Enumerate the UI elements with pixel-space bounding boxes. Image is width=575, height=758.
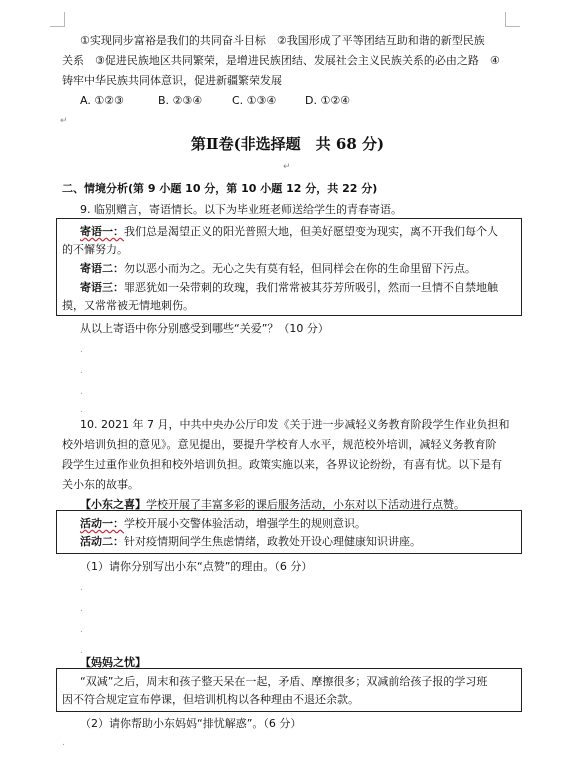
answer-blank-line[interactable]: .	[62, 738, 65, 748]
section-2-heading: 二、情境分析(第 9 小题 10 分，第 10 小题 12 分，共 22 分)	[62, 182, 378, 195]
q10-activity-2-label: 活动二：	[80, 535, 124, 548]
q10-activity-1-label: 活动一：	[80, 517, 124, 530]
answer-blank-line[interactable]: .	[80, 405, 83, 415]
answer-blank-line[interactable]: .	[80, 345, 83, 355]
q8-option-b[interactable]: B. ②③④	[158, 94, 203, 107]
q10-joy-text: 学校开展了丰富多彩的课后服务活动，小东对以下活动进行点赞。	[146, 498, 465, 511]
q10-line-3: 段学生过重作业负担和校外培训负担。政策实施以来，各界议论纷纷，有喜有忧。以下是有	[62, 458, 502, 471]
page-corner-mark-left	[50, 12, 65, 27]
q10-activity-1	[80, 517, 366, 531]
q10-line-2: 校外培训负担的意见》。意见提出，要提升学校育人水平，规范校外培训，减轻义务教育阶	[62, 438, 497, 451]
q8-statement-line-2: 关系 ③促进民族地区共同繁荣，是增进民族团结、发展社会主义民族关系的必由之路 ④	[62, 54, 500, 67]
q10-activity-2	[80, 535, 421, 549]
q10-joy-title: 【小东之喜】	[80, 498, 146, 511]
answer-blank-line[interactable]: .	[80, 625, 83, 635]
q9-message-1-line-2: 的不懈努力。	[62, 243, 128, 256]
q8-option-c[interactable]: C. ①③④	[232, 94, 277, 107]
part-2-title: 第Ⅱ卷(非选择题 共 68 分)	[190, 135, 385, 153]
q9-message-2-text: 勿以恶小而为之。无心之失有莫有轻，但同样会在你的生命里留下污点。	[124, 262, 476, 275]
paragraph-mark: ↵	[60, 116, 68, 126]
answer-blank-line[interactable]: .	[80, 583, 83, 593]
paragraph-mark: ↵	[283, 162, 291, 172]
q9-question: 从以上寄语中你分别感受到哪些“关爱”？（10 分）	[80, 322, 329, 335]
answer-blank-line[interactable]: .	[80, 387, 83, 397]
q10-line-1: 10. 2021 年 7 月，中共中央办公厅印发《关于进一步减轻义务教育阶段学生作业负担和	[80, 418, 510, 431]
q9-message-3-line-2: 摸，又常常被无情地刺伤。	[62, 299, 194, 312]
q9-message-3-label: 寄语三：	[80, 281, 124, 294]
answer-blank-line[interactable]: .	[80, 646, 83, 656]
q9-message-2-label: 寄语二：	[80, 262, 124, 275]
q8-option-a[interactable]: A. ①②③	[80, 94, 124, 107]
q9-message-1-line-1	[80, 225, 498, 239]
q9-message-3-text: 罪恶犹如一朵带刺的玫瑰，我们常常被其芬芳所吸引，然而一旦情不自禁地触	[124, 281, 498, 294]
answer-blank-line[interactable]: .	[80, 604, 83, 614]
answer-blank-line[interactable]: .	[80, 366, 83, 376]
q10-activity-1-text: 学校开展小交警体验活动，增强学生的规则意识。	[124, 517, 366, 530]
q10-worry-title: 【妈妈之忧】	[80, 656, 146, 669]
q10-sub-question-2: （2）请你帮助小东妈妈“排忧解惑”。（6 分）	[80, 717, 302, 730]
q10-line-4: 关小东的故事。	[62, 478, 139, 491]
q9-intro: 9. 临别赠言，寄语情长。以下为毕业班老师送给学生的青春寄语。	[80, 203, 402, 216]
q10-worry-line-1: “双减”之后，周末和孩子整天呆在一起，矛盾、摩擦很多；双减前给孩子报的学习班	[80, 675, 488, 688]
q9-message-1-label: 寄语一：	[80, 225, 124, 238]
q9-message-2-line-1	[80, 262, 476, 276]
q8-statement-line-3: 铸牢中华民族共同体意识，促进新疆繁荣发展	[62, 74, 282, 87]
q10-activity-2-text: 针对疫情期间学生焦虑情绪，政教处开设心理健康知识讲座。	[124, 535, 421, 548]
q10-sub-question-1: （1）请你分别写出小东“点赞”的理由。（6 分）	[80, 560, 313, 573]
q10-worry-line-2: 因不符合规定宣布停课，但培训机构以各种理由不退还余款。	[62, 693, 359, 706]
q9-message-1-text: 我们总是渴望正义的阳光普照大地，但美好愿望变为现实，离不开我们每个人	[124, 225, 498, 238]
q8-statement-line-1: ①实现同步富裕是我们的共同奋斗目标 ②我国形成了平等团结互助和谐的新型民族	[80, 34, 485, 47]
page-corner-mark-right	[505, 12, 520, 27]
q8-option-d[interactable]: D. ①②④	[305, 94, 351, 107]
q9-message-3-line-1	[80, 281, 498, 295]
